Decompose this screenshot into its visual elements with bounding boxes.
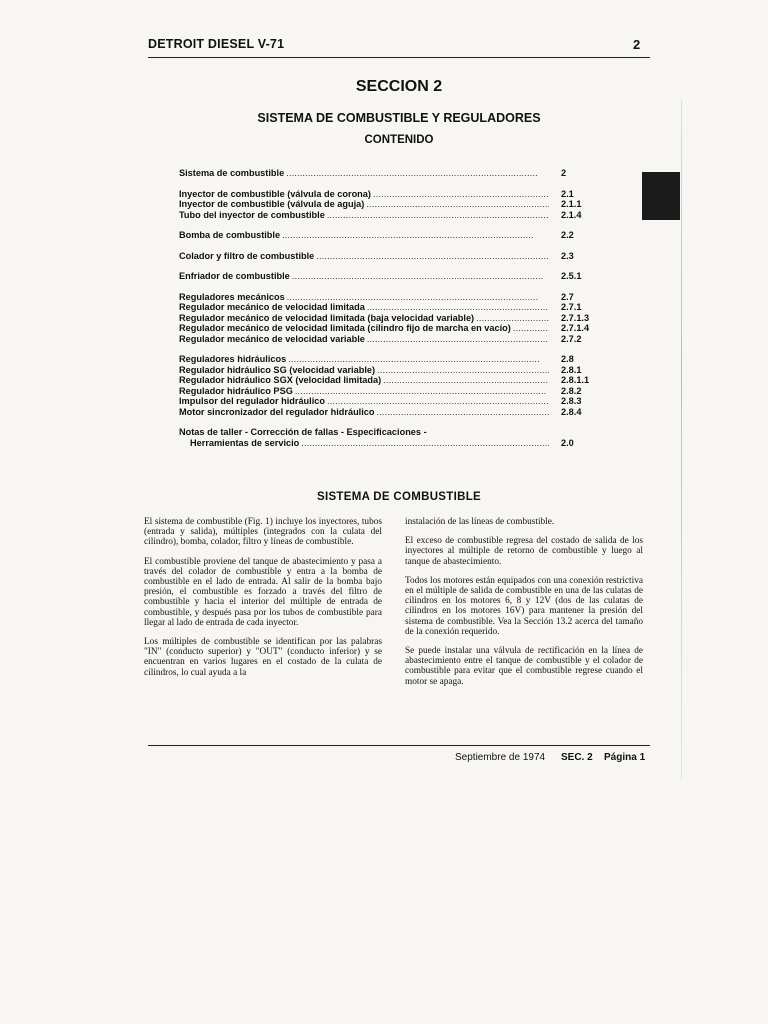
section-thumb-tab	[642, 172, 680, 220]
toc-entry-page: 2.8.2	[561, 385, 582, 396]
toc-leader-dots	[377, 365, 549, 376]
body-paragraph: instalación de las líneas de combustible.	[405, 517, 555, 527]
toc-entry	[179, 438, 599, 449]
body-column-right	[405, 517, 643, 696]
toc-entry-page: 2.1.4	[561, 209, 582, 220]
header-divider	[148, 57, 650, 58]
body-paragraph: El combustible proviene del tanque de abastecimiento y pasa a través del colador de combustible y entra a la bomba de combustible en el lado de entrada. Al salir de la bomba bajo presión, el combustible es forzado a través del filtro de combustible y hacia el interior del múltiple de entrada de combustible, y después pasa por los tubos de combustible para llegar al lado de entrada de cada inyector.	[144, 556, 382, 628]
toc-leader-dots	[366, 199, 549, 210]
toc-entry-page: 2.8	[561, 354, 574, 364]
toc-entry	[179, 375, 599, 386]
toc-entry	[179, 189, 599, 200]
toc-entry	[179, 386, 599, 397]
body-paragraph: Se puede instalar una válvula de rectificación en la línea de abastecimiento entre el tanque de combustible y el colador de combustible para evitar que el combustible regrese cuando el motor se apaga.	[405, 646, 643, 687]
toc-entry	[179, 313, 599, 324]
toc-entry	[179, 271, 599, 282]
body-paragraph: El sistema de combustible (Fig. 1) incluye los inyectores, tubos (entrada y salida), múltiples (integrados con la culata del cilindro), bomba, colador, filtro y líneas de combustible.	[144, 517, 382, 548]
footer-section: SEC. 2	[561, 752, 593, 763]
toc-entry-page: 2.7.2	[561, 333, 582, 344]
toc-group	[179, 427, 599, 448]
toc-entry-page: 2.8.1	[561, 364, 582, 375]
toc-entry-title: Colador y filtro de combustible	[179, 250, 315, 261]
toc-entry-page: 2.1	[561, 188, 574, 199]
toc-entry-page: 2.3	[561, 250, 574, 261]
toc-entry	[179, 323, 599, 334]
toc-entry	[179, 334, 599, 345]
body-column-left	[144, 517, 382, 687]
table-of-contents	[179, 168, 599, 458]
toc-entry-page: 2.7.1.4	[561, 323, 590, 333]
toc-entry-title: Inyector de combustible (válvula de corona)	[179, 188, 371, 199]
toc-entry	[179, 396, 599, 407]
toc-group	[179, 251, 599, 262]
toc-group	[179, 168, 599, 179]
toc-entry-title: Regulador mecánico de velocidad limitada (cilindro fijo de marcha en vacío)	[179, 323, 511, 333]
section-title: SECCION 2	[355, 78, 443, 95]
toc-leader-dots	[316, 251, 549, 262]
toc-entry-title: Notas de taller - Corrección de fallas - Especificaciones -	[179, 427, 427, 437]
toc-leader-dots	[367, 334, 549, 345]
toc-entry	[179, 427, 599, 438]
toc-leader-dots	[513, 323, 549, 334]
toc-entry-title: Tubo del inyector de combustible	[179, 209, 325, 220]
toc-entry	[179, 354, 599, 365]
toc-leader-dots	[292, 271, 549, 282]
toc-entry	[179, 302, 599, 313]
toc-leader-dots	[288, 354, 549, 365]
toc-entry-page: 2.8.1.1	[561, 375, 590, 385]
toc-leader-dots	[476, 313, 549, 324]
toc-entry-title: Regulador mecánico de velocidad limitada	[179, 302, 365, 312]
toc-group	[179, 230, 599, 241]
toc-entry	[179, 292, 599, 303]
toc-entry-page: 2.8.3	[561, 396, 582, 406]
toc-entry-title: Reguladores hidráulicos	[179, 354, 287, 364]
toc-leader-dots	[373, 189, 549, 200]
toc-entry-title: Motor sincronizador del regulador hidráulico	[179, 406, 375, 417]
toc-entry-title: Herramientas de servicio	[190, 437, 300, 448]
toc-entry-title: Regulador hidráulico PSG	[179, 385, 293, 396]
toc-entry-title: Inyector de combustible (válvula de aguja)	[179, 199, 365, 209]
toc-entry-page: 2.5.1	[561, 271, 582, 281]
toc-entry-page: 2.7.1.3	[561, 312, 590, 323]
section-subtitle: SISTEMA DE COMBUSTIBLE Y REGULADORES	[257, 111, 541, 125]
toc-entry-title: Sistema de combustible	[179, 168, 285, 178]
toc-entry-title: Reguladores mecánicos	[179, 291, 285, 302]
toc-leader-dots	[282, 230, 549, 241]
toc-group	[179, 354, 599, 417]
footer-page: Página 1	[604, 752, 646, 763]
toc-entry-title: Impulsor del regulador hidráulico	[179, 396, 325, 406]
toc-entry-title: Regulador hidráulico SGX (velocidad limitada)	[179, 375, 382, 385]
body-section-title: SISTEMA DE COMBUSTIBLE	[317, 491, 481, 503]
toc-entry-title: Bomba de combustible	[179, 230, 281, 240]
toc-entry	[179, 199, 599, 210]
toc-entry-page: 2.8.4	[561, 406, 582, 417]
toc-entry	[179, 251, 599, 262]
toc-leader-dots	[383, 375, 549, 386]
toc-entry	[179, 230, 599, 241]
scan-edge-shadow	[681, 100, 682, 780]
toc-entry-title: Enfriador de combustible	[179, 271, 290, 281]
body-paragraph: Los múltiples de combustible se identifican por las palabras "IN" (conducto superior) y "OUT" (conducto inferior) y se encuentran en varios lugares en el costado de la culata de cilindros, lo cual ayuda a la	[144, 637, 382, 678]
toc-entry	[179, 365, 599, 376]
toc-entry-page: 2	[561, 168, 567, 178]
toc-entry-page: 2.7.1	[561, 302, 582, 312]
document-page-number: 2	[633, 37, 641, 52]
contents-heading: CONTENIDO	[364, 134, 434, 146]
toc-leader-dots	[327, 210, 549, 221]
toc-entry-page: 2.7	[561, 291, 574, 302]
toc-group	[179, 189, 599, 221]
footer-divider	[148, 745, 650, 746]
toc-leader-dots	[286, 168, 549, 179]
toc-leader-dots	[377, 407, 549, 418]
toc-entry	[179, 210, 599, 221]
toc-entry	[179, 407, 599, 418]
toc-entry-page: 2.2	[561, 230, 574, 240]
toc-group	[179, 292, 599, 345]
toc-leader-dots	[295, 386, 549, 397]
footer-date: Septiembre de 1974	[455, 752, 546, 763]
toc-entry-title: Regulador mecánico de velocidad limitada (baja velocidad variable)	[179, 312, 475, 323]
toc-entry-page: 2.1.1	[561, 199, 582, 209]
document-header-title: DETROIT DIESEL V-71	[148, 37, 285, 51]
body-paragraph: Todos los motores están equipados con una conexión restrictiva en el múltiple de salida de combustible en una de las culatas de cilindros en los motores 6, 8 y 12V (dos de las culatas de cilindros en los motores 16V) para mantener la presión del sistema de combustible. Vea la Sección 13.2 acerca del tamaño de la conexión requerido.	[405, 575, 643, 637]
toc-leader-dots	[367, 302, 549, 313]
toc-leader-dots	[301, 438, 549, 449]
toc-entry	[179, 168, 599, 179]
body-paragraph: El exceso de combustible regresa del costado de salida de los inyectores al múltiple de retorno de combustible y luego al tanque de abastecimiento.	[405, 536, 643, 567]
toc-leader-dots	[287, 292, 549, 303]
toc-entry-title: Regulador hidráulico SG (velocidad variable)	[179, 364, 376, 375]
toc-entry-page: 2.0	[561, 437, 574, 448]
toc-group	[179, 271, 599, 282]
toc-entry-title: Regulador mecánico de velocidad variable	[179, 333, 365, 344]
toc-leader-dots	[327, 396, 549, 407]
